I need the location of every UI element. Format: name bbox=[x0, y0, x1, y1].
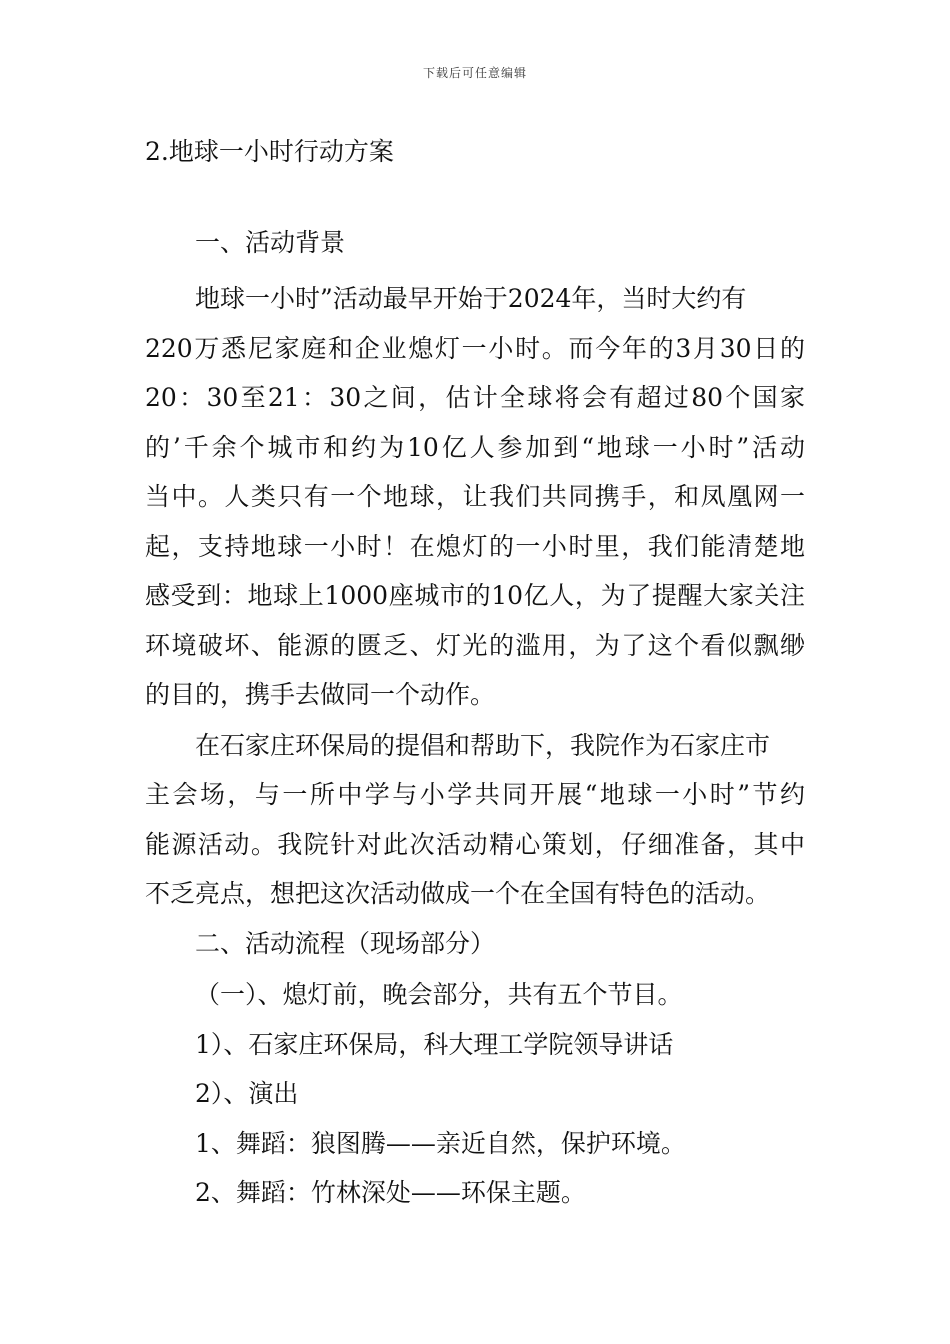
paragraph-line: 感受到：地球上1000座城市的10亿人，为了提醒大家关注 bbox=[145, 581, 805, 610]
paragraph-line: 起，支持地球一小时！在熄灯的一小时里，我们能清楚地 bbox=[145, 532, 805, 561]
paragraph-line: 地球一小时”活动最早开始于2024年，当时大约有 bbox=[195, 284, 747, 313]
paragraph-line: 的’千余个城市和约为10亿人参加到“地球一小时”活动 bbox=[145, 433, 805, 462]
paragraph-line: 不乏亮点，想把这次活动做成一个在全国有特色的活动。 bbox=[145, 879, 771, 908]
list-item: 2、舞蹈：竹林深处——环保主题。 bbox=[195, 1178, 586, 1207]
paragraph-line: 能源活动。我院针对此次活动精心策划，仔细准备，其中 bbox=[145, 830, 805, 859]
document-title: 2.地球一小时行动方案 bbox=[145, 137, 394, 166]
paragraph-line: 主会场，与一所中学与小学共同开展“地球一小时”节约 bbox=[145, 780, 805, 809]
subsection-heading: （一）、熄灯前，晚会部分，共有五个节目。 bbox=[195, 980, 683, 1009]
list-item: 2）、演出 bbox=[195, 1079, 299, 1108]
page-header-note: 下载后可任意编辑 bbox=[422, 66, 527, 80]
list-item: 1）、石家庄环保局，科大理工学院领导讲话 bbox=[195, 1030, 674, 1059]
section-heading-background: 一、活动背景 bbox=[195, 228, 346, 257]
list-item: 1、舞蹈：狼图腾——亲近自然，保护环境。 bbox=[195, 1129, 686, 1158]
paragraph-line: 环境破坏、能源的匮乏、灯光的滥用，为了这个看似飘缈 bbox=[145, 631, 805, 660]
section-heading-process: 二、活动流程（现场部分） bbox=[195, 929, 496, 958]
paragraph-line: 220万悉尼家庭和企业熄灯一小时。而今年的3月30日的 bbox=[145, 334, 805, 363]
paragraph-line: 当中。人类只有一个地球，让我们共同携手，和凤凰网一 bbox=[145, 482, 805, 511]
paragraph-line: 的目的，携手去做同一个动作。 bbox=[145, 680, 496, 709]
paragraph-line: 在石家庄环保局的提倡和帮助下，我院作为石家庄市 bbox=[195, 731, 771, 760]
paragraph-line: 20：30至21：30之间，估计全球将会有超过80个国家 bbox=[145, 383, 805, 412]
